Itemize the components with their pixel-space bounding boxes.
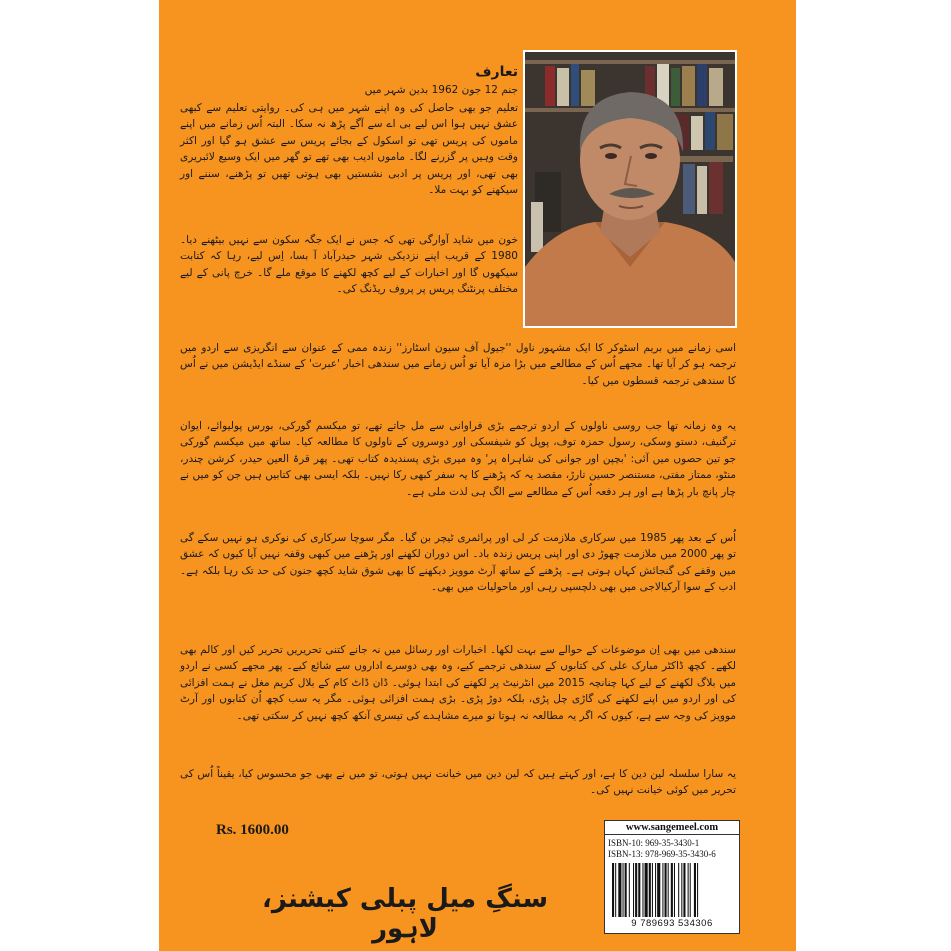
barcode-panel <box>604 820 740 934</box>
price-label: Rs. 1600.00 <box>216 822 289 838</box>
intro-paragraph: خون میں شاید آوارگی تھی کہ جس نے ایک جگہ سکون سے نہیں بیٹھنے دیا۔ 1980 کے قریب اپنے نزدیکی شہر حیدرآباد آ بسا، اِس لیے، رہا کہ کتابت سیکھوں گا اور اخبارات کے لیے کچھ لکھنے کا موقع ملے گا۔ خرچ پانی کے لیے مختلف پرنٹنگ پریس پر پروف ریڈنگ کی۔ <box>180 234 518 296</box>
isbn-10: ISBN-10: 969-35-3430-1 <box>608 838 700 848</box>
body-paragraph: یہ وہ زمانہ تھا جب روسی ناولوں کے اردو ترجمے بڑی فراوانی سے مل جاتے تھے، تو میکسم گورکی، بورس پولیوائے، ایوان ترگنیف، دستو وسکی، رسول حمزہ توف، پوپل کو شیفسکی اور دوسروں کے ناولوں کا مطالعہ کیا۔ ساتھ میں میکسم گورکی جو تین حصوں میں آئی: 'بچپن اور جوانی کی شاہراہ پر' وہ میری بڑی پسندیدہ کتاب تھی۔ پھر قرۃ العین حیدر، کرشن چندر، منٹو، ممتاز مفتی، مستنصر حسین تارڑ، مقصد یہ کہ پڑھنے کا یہ سفر کبھی رکا نہیں۔ بلکہ ایسی بھی کتابیں ہیں جن کو میں نے چار پانچ بار پڑھا ہے اور ہر دفعہ اُس کے مطالعے سے الگ ہی لذت ملی ہے۔ <box>180 420 736 498</box>
body-paragraph: یہ سارا سلسلہ لین دین کا ہے، اور کہتے ہیں کہ لین دین میں خیانت نہیں ہوتی، تو میں نے بھی جو محسوس کیا، یقیناً اُس کی تحریر میں کوئی خیانت نہیں کی۔ <box>180 768 736 797</box>
intro-paragraph: جنم 12 جون 1962 بدین شہر میں <box>364 84 518 96</box>
body-paragraph: اسی زمانے میں بریم اسٹوکر کا ایک مشہور ناول ''جیول آف سیون اسٹارز'' زندہ ممی کے عنوان سے انگریزی سے اردو میں ترجمہ ہو کر آیا تھا۔ مجھے اُس کے مطالعے میں بڑا مزہ آیا تو اُس زمانے میں سندھی اخبار 'عبرت' کے سنڈے ایڈیشن میں نے اُس کا سندھی ترجمہ قسطوں میں کیا۔ <box>180 342 736 387</box>
intro-paragraph: تعلیم جو بھی حاصل کی وہ اپنے شہر میں ہی کی۔ روایتی تعلیم سے کبھی عشق نہیں ہوا اس لیے بی اے سے آگے پڑھ نہ سکا۔ البتہ اُس زمانے میں اپنے ماموں کی پریس تھی تو اسکول کے بجائے پریس سے عشق ہو گیا اور اکثر وقت وہیں پر گزرنے لگا۔ ماموں ادیب بھی تھے تو گھر میں ایک وسیع لائبریری بھی تھی، اور پریس پر ادبی نشستیں بھی ہوتی تھیں تو پڑھنے، سننے اور سیکھنے کو بہت ملا۔ <box>180 102 518 197</box>
body-paragraph: اُس کے بعد پھر 1985 میں سرکاری ملازمت کر لی اور پرائمری ٹیچر بن گیا۔ مگر سوچا سرکاری کی نوکری ہو نہیں سکے گی تو پھر 2000 میں ملازمت چھوڑ دی اور اپنی پریس زندہ باد۔ اس دوران لکھنے اور پڑھنے میں کبھی وقفہ نہیں آیا کیوں کہ عشق میں وقفے کی گنجائش کہاں ہوتی ہے۔ پڑھنے کے ساتھ آرٹ موویز دیکھنے کا بھی شوق شاید کچھ جنون کی حد تک رہا بلکہ ہے۔ ادب کے سوا آرکیالاجی میں بھی دلچسپی رہی اور ماحولیات میں بھی۔ <box>180 532 737 594</box>
section-heading: تعارف <box>475 64 518 80</box>
isbn-13: ISBN-13: 978-969-35-3430-6 <box>608 849 716 859</box>
barcode-number: 9 789693 534306 <box>631 918 713 929</box>
author-portrait-icon <box>525 52 735 326</box>
barcode-icon <box>610 863 736 917</box>
body-paragraph: سندھی میں بھی اِن موضوعات کے حوالے سے بہت لکھا۔ اخبارات اور رسائل میں نہ جانے کتنی تحریریں تحریر کیں اور کالم بھی لکھے۔ کچھ ڈاکٹر مبارک علی کی کتابوں کے سندھی ترجمے کیے، وہ بھی دوسرے اداروں سے شائع کیے۔ پھر مجھے کسی نے اردو میں بلاگ لکھنے کے لیے کہا چنانچہ 2015 میں انٹرنیٹ پر لکھنے کی ابتدا ہوئی۔ ڈان ڈاٹ کام کے بلال کریم مغل نے ہمت افزائی کی اور اردو میں اپنے لکھنے کی گاڑی چل پڑی، بلکہ دوڑ پڑی۔ بڑی ہمت افزائی ہوئی۔ مگر یہ سب کچھ اُن کتابوں اور آرٹ موویز کی وجہ سے ہے، کیوں کہ اگر یہ مطالعہ نہ ہوتا تو میرے مشاہدے کی تیسری آنکھ کچھ نہیں کر سکتی تھی۔ <box>180 644 736 722</box>
publisher-website: www.sangemeel.com <box>605 821 739 835</box>
publisher-name: سنگِ میل پبلی کیشنز، لاہور <box>261 884 549 944</box>
author-photo <box>523 50 737 328</box>
